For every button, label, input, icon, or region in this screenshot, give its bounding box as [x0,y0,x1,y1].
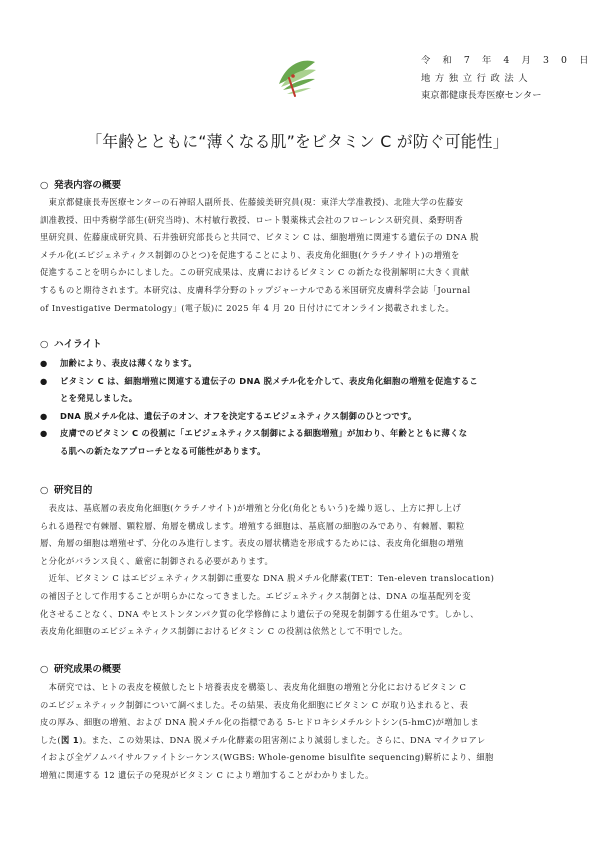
figure-reference: 図 1 [60,734,80,745]
list-item: ● 加齢により、表皮は薄くなります。 [40,355,560,373]
overview-text: 東京都健康長寿医療センターの石神昭人副所長、佐藤綾美研究員(現：東洋大学准教授)、北陸大学の佐藤安 訓准教授、田中秀樹学部生(研究当時)、木村敏行教授、ロート製薬株式会社のフローレンス研究員、桑野明香 里研究員、佐藤康成研究員、石井強研究部長らと共同で、ビタミン C は、細胞増殖に関連する遺伝子の DNA 脱 メチル化(エピジェネティクス制御のひとつ)を促進することにより、表皮角化細胞(ケラチノサイト)の増殖を 促進することを明らかにしました。この研究成果は、皮膚におけるビタミン C の新たな役割解明に大きく貢献 するものと期待されます。本研究は、皮膚科学分野のトップジャーナルである米国研究皮膚科学会誌「Journal of Investigative Dermatology」(電子版)に 2025 年 4 月 20 日付けにてオンライン掲載されました。 [40,197,479,313]
circle-icon: ○ [40,664,49,675]
section-heading-highlights: ○ ハイライト [40,339,102,350]
circle-icon: ○ [40,180,49,191]
list-item: ● DNA 脱メチル化は、遺伝子のオン、オフを決定するエピジェネティクス制御のひとつです。 [40,408,560,426]
issuer-block [421,52,593,105]
bullet-icon: ● [40,358,48,368]
section-heading-overview: ○ 発表内容の概要 [40,180,122,191]
bullet-icon: ● [40,410,48,421]
section-heading-results: ○ 研究成果の概要 [40,664,122,675]
results-text: 本研究では、ヒトの表皮を模倣したヒト培養表皮を構築し、表皮角化細胞の増殖と分化におけるビタミン C のエピジェネティック制御について調べました。その結果、表皮角化細胞にビタミン C が取り込まれると、表 皮の厚み、細胞の増殖、および DNA 脱メチル化の指標である 5-ヒドロキシメチルシトシン(5-hmC)が増加しま した(図 1)。また、この効果は、DNA 脱メチル化酵素の阻害剤により減弱しました。さらに、DNA マイクロアレ イおよび全ゲノムバイサルファイトシーケンス(WGBS: Whole-genome bisulfite sequencing)解析により、細胞 増殖に関連する 12 遺伝子の発現がビタミン C により増加することがわかりました。 [40,682,494,780]
issuer-name: 東京都健康長寿医療センター [421,90,542,101]
issuer-type: 地方独立行政法人 [421,72,533,84]
highlights-list [40,355,560,461]
bullet-icon: ● [40,375,48,386]
press-release-title: 「年齢とともに“薄くなる肌”をビタミン C が防ぐ可能性」 [86,132,509,151]
list-item: ● 皮膚でのビタミン C の役割に「エピジェネティクス制御による細胞増殖」が加わり、年齢とともに薄くな る肌への新たなアプローチとなる可能性があります。 [40,425,560,460]
center-logo-icon [275,54,319,98]
purpose-text: 表皮は、基底層の表皮角化細胞(ケラチノサイト)が増殖と分化(角化ともいう)を繰り返し、上方に押し上げ られる過程で有棘層、顆粒層、角層を構成します。増殖する細胞は、基底層の細胞のみであり、有棘層、顆粒 層、角層の細胞は増殖せず、分化のみ進行します。表皮の層状構造を形成するためには、表皮角化細胞の増殖 と分化がバランス良く、厳密に制御される必要があります。 近年、ビタミン C はエピジェネティクス制御に重要な DNA 脱メチル化酵素(TET：Ten-eleven translocation) の補因子として作用することが明らかになってきました。エピジェネティクス制御とは、DNA の塩基配列を変 化させることなく、DNA やヒストンタンパク質の化学修飾により遺伝子の発現を制御する仕組みです。しかし、 表皮角化細胞のエピジェネティクス制御におけるビタミン C の役割は依然として不明でした。 [40,503,495,637]
bullet-icon: ● [40,428,48,439]
circle-icon: ○ [40,339,49,350]
list-item: ● ビタミン C は、細胞増殖に関連する遺伝子の DNA 脱メチル化を介して、表皮角化細胞の増殖を促進するこ とを発見しました。 [40,373,560,408]
section-heading-purpose: ○ 研究目的 [40,485,93,496]
circle-icon: ○ [40,485,49,496]
issue-date: 令 和 7 年 4 月 3 0 日 [421,55,593,66]
